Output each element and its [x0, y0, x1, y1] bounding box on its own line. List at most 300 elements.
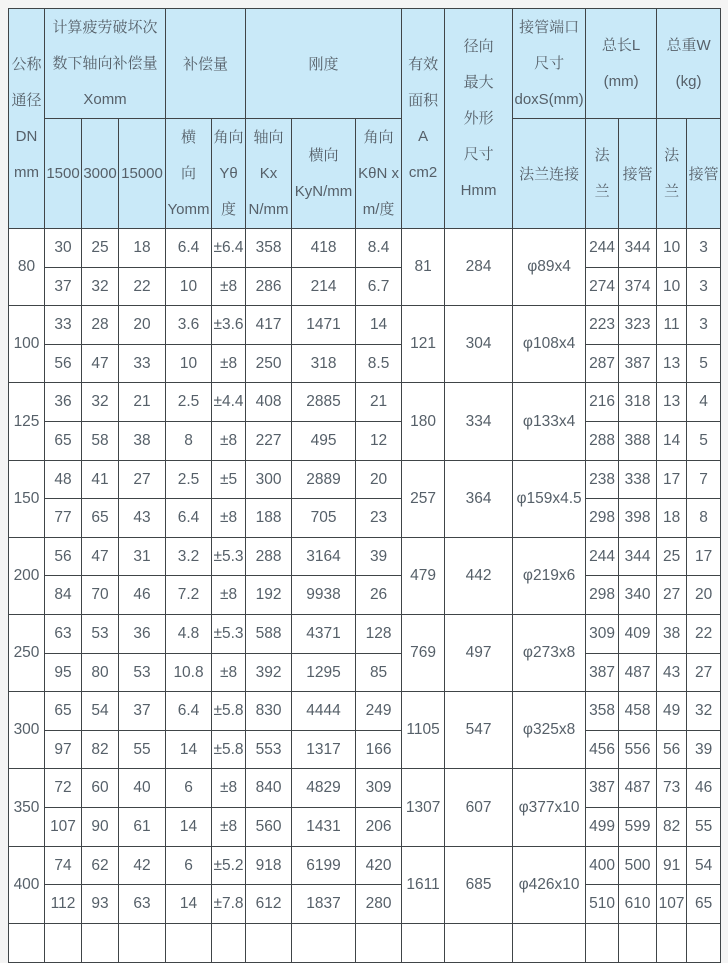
value-cell: 1317	[292, 730, 356, 769]
value-cell	[119, 923, 166, 962]
value-cell: 48	[45, 460, 82, 499]
value-cell: 43	[657, 653, 687, 692]
value-cell: 3	[687, 229, 721, 268]
value-cell: 93	[82, 885, 119, 924]
value-cell: 344	[619, 229, 657, 268]
value-cell: 65	[45, 692, 82, 731]
value-cell: 458	[619, 692, 657, 731]
value-cell: 560	[246, 807, 292, 846]
value-cell: 26	[356, 576, 402, 615]
header-total-weight	[657, 9, 721, 119]
value-cell: 487	[619, 769, 657, 808]
pipe-spec-cell: φ159x4.5	[513, 460, 586, 537]
value-cell: 8.5	[356, 344, 402, 383]
header-line: mm	[14, 163, 39, 181]
header-line: DN	[15, 127, 38, 145]
value-cell: ±5.8	[212, 692, 246, 731]
header-lateral-y	[166, 119, 212, 229]
value-cell: 10	[166, 267, 212, 306]
header-line: 面积	[408, 91, 439, 109]
value-cell: ±8	[212, 421, 246, 460]
value-cell: 14	[166, 885, 212, 924]
dn-cell: 350	[9, 769, 45, 846]
header-line: 角向	[213, 128, 244, 146]
value-cell: 499	[586, 807, 619, 846]
header-port-group	[513, 9, 586, 119]
header-line: 公称	[11, 55, 42, 73]
value-cell: 388	[619, 421, 657, 460]
table-row	[9, 306, 721, 345]
header-weight-pipe: 接管	[687, 119, 721, 229]
table-row	[9, 614, 721, 653]
value-cell: 244	[586, 229, 619, 268]
header-line: Xomm	[83, 90, 127, 108]
header-row-1	[9, 9, 721, 119]
value-cell: 7.2	[166, 576, 212, 615]
header-weight-flange	[657, 119, 687, 229]
header-nominal-dn	[9, 9, 45, 229]
value-cell: 244	[586, 537, 619, 576]
value-cell: 20	[687, 576, 721, 615]
header-line: 总长L	[601, 36, 641, 54]
header-line: 度	[221, 200, 237, 218]
value-cell: 56	[657, 730, 687, 769]
header-line: 横	[181, 128, 197, 146]
value-cell: 25	[657, 537, 687, 576]
value-cell: 61	[119, 807, 166, 846]
value-cell: 28	[82, 306, 119, 345]
value-cell: 53	[119, 653, 166, 692]
value-cell: 358	[586, 692, 619, 731]
table-row	[9, 576, 721, 615]
header-lateral-k	[292, 119, 356, 229]
value-cell: 13	[657, 383, 687, 422]
table-row	[9, 885, 721, 924]
table-row	[9, 460, 721, 499]
header-cycles-15000: 15000	[119, 119, 166, 229]
value-cell: 280	[356, 885, 402, 924]
value-cell: 112	[45, 885, 82, 924]
header-line: Yθ	[219, 164, 238, 182]
value-cell: 10.8	[166, 653, 212, 692]
value-cell: 287	[586, 344, 619, 383]
header-stiffness-group: 刚度	[246, 9, 402, 119]
value-cell: 4371	[292, 614, 356, 653]
value-cell: 216	[586, 383, 619, 422]
value-cell: 85	[356, 653, 402, 692]
value-cell: 588	[246, 614, 292, 653]
value-cell: 2889	[292, 460, 356, 499]
value-cell: ±5	[212, 460, 246, 499]
value-cell: 56	[45, 537, 82, 576]
area-cell: 121	[402, 306, 445, 383]
value-cell	[356, 923, 402, 962]
header-line: 外形	[463, 109, 494, 127]
pipe-spec-cell: φ426x10	[513, 846, 586, 923]
header-line: 法	[664, 146, 680, 164]
header-angular-k	[356, 119, 402, 229]
value-cell: 250	[246, 344, 292, 383]
value-cell: 338	[619, 460, 657, 499]
value-cell	[687, 923, 721, 962]
value-cell: 21	[119, 383, 166, 422]
dn-cell: 150	[9, 460, 45, 537]
value-cell: 20	[356, 460, 402, 499]
value-cell: 1471	[292, 306, 356, 345]
value-cell: 14	[356, 306, 402, 345]
value-cell: 288	[586, 421, 619, 460]
value-cell: 318	[619, 383, 657, 422]
value-cell	[9, 923, 45, 962]
value-cell: 22	[119, 267, 166, 306]
value-cell: ±3.6	[212, 306, 246, 345]
value-cell	[82, 923, 119, 962]
header-line: 轴向	[253, 128, 284, 146]
value-cell: 14	[166, 807, 212, 846]
value-cell	[657, 923, 687, 962]
table-row	[9, 653, 721, 692]
value-cell: 274	[586, 267, 619, 306]
value-cell: 8	[166, 421, 212, 460]
pipe-spec-cell: φ325x8	[513, 692, 586, 769]
header-line: Yomm	[167, 200, 210, 218]
area-cell: 769	[402, 614, 445, 691]
value-cell: 27	[687, 653, 721, 692]
header-line: N/mm	[248, 200, 289, 218]
pipe-spec-cell: φ89x4	[513, 229, 586, 306]
value-cell	[45, 923, 82, 962]
value-cell: 10	[657, 267, 687, 306]
value-cell: 309	[356, 769, 402, 808]
pipe-spec-cell: φ108x4	[513, 306, 586, 383]
table-row-partial	[9, 923, 721, 962]
value-cell: 20	[119, 306, 166, 345]
value-cell: 47	[82, 344, 119, 383]
value-cell: 3	[687, 306, 721, 345]
header-line: doxS(mm)	[514, 90, 584, 108]
header-line: Kx	[259, 164, 278, 182]
value-cell: ±8	[212, 653, 246, 692]
dn-cell: 125	[9, 383, 45, 460]
value-cell: ±8	[212, 344, 246, 383]
value-cell: 918	[246, 846, 292, 885]
value-cell: 487	[619, 653, 657, 692]
header-line: 尺寸	[534, 54, 565, 72]
radial-cell: 364	[445, 460, 513, 537]
value-cell: 39	[687, 730, 721, 769]
value-cell: 43	[119, 499, 166, 538]
value-cell: 97	[45, 730, 82, 769]
value-cell: 10	[657, 229, 687, 268]
header-line: 最大	[463, 73, 494, 91]
value-cell	[292, 923, 356, 962]
value-cell: 8.4	[356, 229, 402, 268]
value-cell: 128	[356, 614, 402, 653]
value-cell: 705	[292, 499, 356, 538]
header-line: 角向	[363, 128, 394, 146]
table-row	[9, 769, 721, 808]
value-cell: 400	[586, 846, 619, 885]
value-cell: 318	[292, 344, 356, 383]
value-cell: 47	[82, 537, 119, 576]
value-cell: 323	[619, 306, 657, 345]
value-cell: 63	[45, 614, 82, 653]
value-cell: 38	[657, 614, 687, 653]
value-cell: 70	[82, 576, 119, 615]
value-cell	[212, 923, 246, 962]
header-line: KyN/mm	[294, 182, 353, 200]
value-cell: 18	[657, 499, 687, 538]
value-cell: 14	[166, 730, 212, 769]
header-line: 尺寸	[463, 145, 494, 163]
value-cell: 610	[619, 885, 657, 924]
value-cell: 3	[687, 267, 721, 306]
value-cell: 73	[657, 769, 687, 808]
value-cell: 3.2	[166, 537, 212, 576]
value-cell: 42	[119, 846, 166, 885]
value-cell: 344	[619, 537, 657, 576]
value-cell: ±5.2	[212, 846, 246, 885]
value-cell: 12	[356, 421, 402, 460]
value-cell	[513, 923, 586, 962]
header-axial-k	[246, 119, 292, 229]
value-cell: 1431	[292, 807, 356, 846]
value-cell: 2885	[292, 383, 356, 422]
header-line: cm2	[408, 163, 438, 181]
value-cell: 49	[657, 692, 687, 731]
value-cell: 1295	[292, 653, 356, 692]
header-line: KθN x	[358, 164, 399, 182]
header-line: 总重W	[666, 36, 711, 54]
value-cell: 36	[45, 383, 82, 422]
value-cell: 33	[119, 344, 166, 383]
value-cell: 5	[687, 344, 721, 383]
value-cell: 55	[119, 730, 166, 769]
value-cell: 6.7	[356, 267, 402, 306]
value-cell: 17	[657, 460, 687, 499]
value-cell: 298	[586, 499, 619, 538]
radial-cell: 334	[445, 383, 513, 460]
value-cell: 82	[82, 730, 119, 769]
table-row	[9, 846, 721, 885]
table-row	[9, 537, 721, 576]
value-cell: 387	[586, 769, 619, 808]
radial-cell: 685	[445, 846, 513, 923]
header-radial-dimension	[445, 9, 513, 229]
value-cell: 54	[82, 692, 119, 731]
value-cell: 13	[657, 344, 687, 383]
value-cell: 398	[619, 499, 657, 538]
value-cell: 40	[119, 769, 166, 808]
value-cell: 387	[586, 653, 619, 692]
header-length-pipe: 接管	[619, 119, 657, 229]
value-cell: ±5.8	[212, 730, 246, 769]
value-cell: 6.4	[166, 692, 212, 731]
pipe-spec-cell: φ273x8	[513, 614, 586, 691]
value-cell: 60	[82, 769, 119, 808]
header-line: m/度	[362, 200, 395, 218]
value-cell: 417	[246, 306, 292, 345]
value-cell: 227	[246, 421, 292, 460]
dn-cell: 200	[9, 537, 45, 614]
value-cell: ±6.4	[212, 229, 246, 268]
value-cell: 374	[619, 267, 657, 306]
value-cell: 2.5	[166, 460, 212, 499]
header-line: (mm)	[603, 72, 639, 90]
value-cell: 63	[119, 885, 166, 924]
value-cell: ±5.3	[212, 537, 246, 576]
value-cell	[166, 923, 212, 962]
value-cell: 25	[82, 229, 119, 268]
area-cell: 81	[402, 229, 445, 306]
value-cell: 4444	[292, 692, 356, 731]
header-line: 横向	[308, 146, 339, 164]
area-cell: 1105	[402, 692, 445, 769]
value-cell: 387	[619, 344, 657, 383]
value-cell: 1837	[292, 885, 356, 924]
value-cell: ±8	[212, 807, 246, 846]
value-cell: 54	[687, 846, 721, 885]
value-cell: 4	[687, 383, 721, 422]
radial-cell: 442	[445, 537, 513, 614]
value-cell: ±8	[212, 769, 246, 808]
value-cell: 37	[45, 267, 82, 306]
value-cell: 18	[119, 229, 166, 268]
header-line: 接管端口	[519, 18, 580, 36]
value-cell: 41	[82, 460, 119, 499]
value-cell: 3.6	[166, 306, 212, 345]
pipe-spec-cell: φ377x10	[513, 769, 586, 846]
value-cell: 27	[657, 576, 687, 615]
header-line: 法	[594, 146, 610, 164]
value-cell: ±5.3	[212, 614, 246, 653]
value-cell: 830	[246, 692, 292, 731]
dn-cell: 250	[9, 614, 45, 691]
value-cell: 456	[586, 730, 619, 769]
value-cell: 32	[82, 267, 119, 306]
value-cell: 46	[687, 769, 721, 808]
header-flange-connection: 法兰连接	[513, 119, 586, 229]
value-cell: 80	[82, 653, 119, 692]
value-cell: 53	[82, 614, 119, 653]
value-cell: 107	[45, 807, 82, 846]
table-body	[9, 229, 721, 963]
header-line: 径向	[463, 37, 494, 55]
header-compensation-group: 补偿量	[166, 9, 246, 119]
value-cell	[586, 923, 619, 962]
header-row-2	[9, 119, 721, 229]
value-cell: 166	[356, 730, 402, 769]
value-cell: 553	[246, 730, 292, 769]
header-line: A	[418, 127, 429, 145]
value-cell: 32	[82, 383, 119, 422]
value-cell	[402, 923, 445, 962]
value-cell: 192	[246, 576, 292, 615]
value-cell: 72	[45, 769, 82, 808]
value-cell: 32	[687, 692, 721, 731]
value-cell: ±8	[212, 499, 246, 538]
value-cell: 23	[356, 499, 402, 538]
pipe-spec-cell: φ133x4	[513, 383, 586, 460]
table-row	[9, 267, 721, 306]
pipe-spec-cell: φ219x6	[513, 537, 586, 614]
value-cell: 612	[246, 885, 292, 924]
radial-cell: 547	[445, 692, 513, 769]
table-row	[9, 229, 721, 268]
value-cell: 11	[657, 306, 687, 345]
value-cell: 556	[619, 730, 657, 769]
value-cell: ±8	[212, 576, 246, 615]
value-cell: 56	[45, 344, 82, 383]
value-cell: 82	[657, 807, 687, 846]
value-cell: 8	[687, 499, 721, 538]
value-cell: 74	[45, 846, 82, 885]
value-cell: 6199	[292, 846, 356, 885]
dn-cell: 400	[9, 846, 45, 923]
value-cell: 6	[166, 769, 212, 808]
value-cell: 418	[292, 229, 356, 268]
value-cell: 39	[356, 537, 402, 576]
table-row	[9, 730, 721, 769]
value-cell: 21	[356, 383, 402, 422]
value-cell: 300	[246, 460, 292, 499]
value-cell: 36	[119, 614, 166, 653]
value-cell: 500	[619, 846, 657, 885]
value-cell: 95	[45, 653, 82, 692]
value-cell	[246, 923, 292, 962]
value-cell: 65	[82, 499, 119, 538]
value-cell: 409	[619, 614, 657, 653]
header-effective-area	[402, 9, 445, 229]
value-cell: ±8	[212, 267, 246, 306]
value-cell: 33	[45, 306, 82, 345]
value-cell: 6.4	[166, 229, 212, 268]
value-cell: 6.4	[166, 499, 212, 538]
value-cell: 107	[657, 885, 687, 924]
value-cell: 4829	[292, 769, 356, 808]
value-cell: 206	[356, 807, 402, 846]
header-length-flange	[586, 119, 619, 229]
radial-cell: 497	[445, 614, 513, 691]
value-cell: 62	[82, 846, 119, 885]
radial-cell: 607	[445, 769, 513, 846]
value-cell: 840	[246, 769, 292, 808]
dn-cell: 80	[9, 229, 45, 306]
value-cell: 9938	[292, 576, 356, 615]
value-cell: 77	[45, 499, 82, 538]
header-line: 通径	[11, 91, 42, 109]
value-cell: 288	[246, 537, 292, 576]
area-cell: 1307	[402, 769, 445, 846]
value-cell: 392	[246, 653, 292, 692]
value-cell: 55	[687, 807, 721, 846]
value-cell	[619, 923, 657, 962]
table-header	[9, 9, 721, 229]
header-line: 兰	[594, 182, 610, 200]
value-cell: 408	[246, 383, 292, 422]
value-cell: 46	[119, 576, 166, 615]
value-cell: 420	[356, 846, 402, 885]
table-row	[9, 344, 721, 383]
value-cell: 65	[45, 421, 82, 460]
area-cell: 479	[402, 537, 445, 614]
compensator-spec-table	[8, 8, 721, 963]
value-cell: 214	[292, 267, 356, 306]
value-cell: 495	[292, 421, 356, 460]
value-cell: 188	[246, 499, 292, 538]
header-angular-y	[212, 119, 246, 229]
area-cell: 257	[402, 460, 445, 537]
